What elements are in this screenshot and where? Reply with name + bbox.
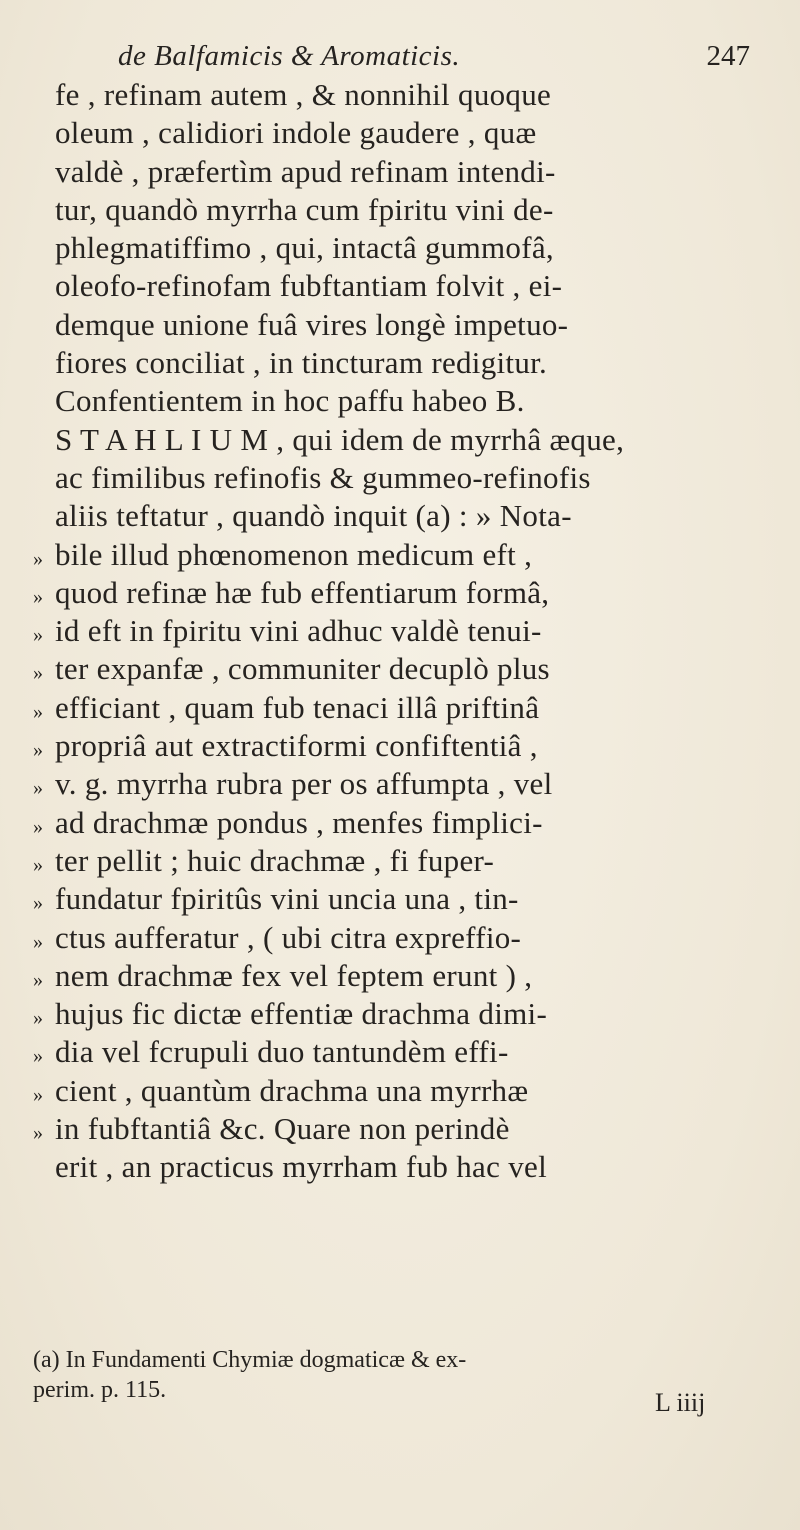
text-line bbox=[33, 153, 773, 191]
quote-mark: » bbox=[33, 1122, 44, 1145]
quote-mark: » bbox=[33, 1083, 44, 1106]
line-text: nem drachmæ fex vel feptem erunt ) , bbox=[55, 957, 533, 993]
line-text: erit , an practicus myrrham fub hac vel bbox=[55, 1149, 548, 1185]
line-text: oleum , calidiori indole gaudere , quæ bbox=[55, 115, 537, 151]
line-text: fundatur fpiritûs vini uncia una , tin- bbox=[55, 881, 519, 917]
text-line bbox=[33, 995, 773, 1033]
line-text: id eft in fpiritu vini adhuc valdè tenui- bbox=[55, 613, 542, 649]
text-line bbox=[33, 76, 773, 114]
text-line bbox=[33, 765, 773, 803]
line-text: cient , quantùm drachma una myrrhæ bbox=[55, 1072, 529, 1108]
running-head: de Balfamicis & Aromaticis. bbox=[118, 40, 461, 72]
line-text: tur, quandò myrrha cum fpiritu vini de- bbox=[55, 191, 554, 227]
line-text: hujus fic dictæ effentiæ drachma dimi- bbox=[55, 996, 548, 1032]
page-number: 247 bbox=[706, 40, 750, 72]
text-line bbox=[33, 689, 773, 727]
quote-mark: » bbox=[33, 700, 44, 723]
quote-mark: » bbox=[33, 892, 44, 915]
line-text: S T A H L I U M , qui idem de myrrhâ æque, bbox=[55, 421, 625, 457]
text-line bbox=[33, 1033, 773, 1071]
quote-mark: » bbox=[33, 815, 44, 838]
signature-mark: L iiij bbox=[655, 1388, 706, 1417]
text-line bbox=[33, 804, 773, 842]
quote-mark: » bbox=[33, 1045, 44, 1068]
text-line bbox=[33, 421, 773, 459]
text-line bbox=[33, 1072, 773, 1110]
text-line bbox=[33, 842, 773, 880]
quote-mark: » bbox=[33, 853, 44, 876]
text-line bbox=[33, 459, 773, 497]
body-text bbox=[33, 76, 773, 1187]
line-text: ter pellit ; huic drachmæ , fi fuper- bbox=[55, 842, 495, 878]
line-text: phlegmatiffimo , qui, intactâ gummofâ, bbox=[55, 230, 554, 266]
line-text: propriâ aut extractiformi confiftentiâ , bbox=[55, 728, 538, 764]
line-text: fiores conciliat , in tincturam redigitur. bbox=[55, 345, 548, 381]
line-text: fe , refinam autem , & nonnihil quoque bbox=[55, 77, 552, 112]
text-line bbox=[33, 497, 773, 535]
text-line bbox=[33, 880, 773, 918]
line-text: ter expanfæ , communiter decuplò plus bbox=[55, 651, 550, 687]
text-line bbox=[33, 650, 773, 688]
footnote-line-2: perim. p. 115. bbox=[33, 1377, 167, 1403]
quote-mark: » bbox=[33, 739, 44, 762]
quote-mark: » bbox=[33, 968, 44, 991]
quote-mark: » bbox=[33, 1007, 44, 1030]
text-line bbox=[33, 957, 773, 995]
line-text: ac fimilibus refinofis & gummeo-refinofis bbox=[55, 459, 591, 495]
text-line bbox=[33, 612, 773, 650]
line-text: efficiant , quam fub tenaci illâ priftinâ bbox=[55, 689, 540, 725]
line-text: Confentientem in hoc paffu habeo B. bbox=[55, 383, 525, 419]
line-text: v. g. myrrha rubra per os affumpta , vel bbox=[55, 766, 553, 802]
text-line bbox=[33, 114, 773, 152]
quote-mark: » bbox=[33, 585, 44, 608]
text-line bbox=[33, 191, 773, 229]
quote-mark: » bbox=[33, 662, 44, 685]
text-line bbox=[33, 727, 773, 765]
line-text: ctus aufferatur , ( ubi citra expreffio- bbox=[55, 919, 522, 955]
quote-mark: » bbox=[33, 547, 44, 570]
line-text: aliis teftatur , quandò inquit (a) : » Nota- bbox=[55, 498, 572, 534]
text-line bbox=[33, 229, 773, 267]
page-header bbox=[118, 40, 750, 80]
line-text: dia vel fcrupuli duo tantundèm effi- bbox=[55, 1034, 509, 1070]
line-text: ad drachmæ pondus , menfes fimplici- bbox=[55, 804, 543, 840]
text-line bbox=[33, 1148, 773, 1186]
footnote-line-1: (a) In Fundamenti Chymiæ dogmaticæ & ex- bbox=[33, 1347, 467, 1373]
line-text: bile illud phœnomenon medicum eft , bbox=[55, 536, 533, 572]
quote-mark: » bbox=[33, 624, 44, 647]
text-line bbox=[33, 267, 773, 305]
text-line bbox=[33, 382, 773, 420]
text-line bbox=[33, 344, 773, 382]
line-text: in fubftantiâ &c. Quare non perindè bbox=[55, 1111, 510, 1147]
line-text: quod refinæ hæ fub effentiarum formâ, bbox=[55, 574, 550, 610]
line-text: valdè , præfertìm apud refinam intendi- bbox=[55, 153, 556, 189]
text-line bbox=[33, 306, 773, 344]
quote-mark: » bbox=[33, 930, 44, 953]
text-line bbox=[33, 574, 773, 612]
text-line bbox=[33, 536, 773, 574]
line-text: oleofo-refinofam fubftantiam folvit , ei- bbox=[55, 268, 563, 304]
line-text: demque unione fuâ vires longè impetuo- bbox=[55, 306, 569, 342]
text-line bbox=[33, 919, 773, 957]
text-line bbox=[33, 1110, 773, 1148]
quote-mark: » bbox=[33, 777, 44, 800]
